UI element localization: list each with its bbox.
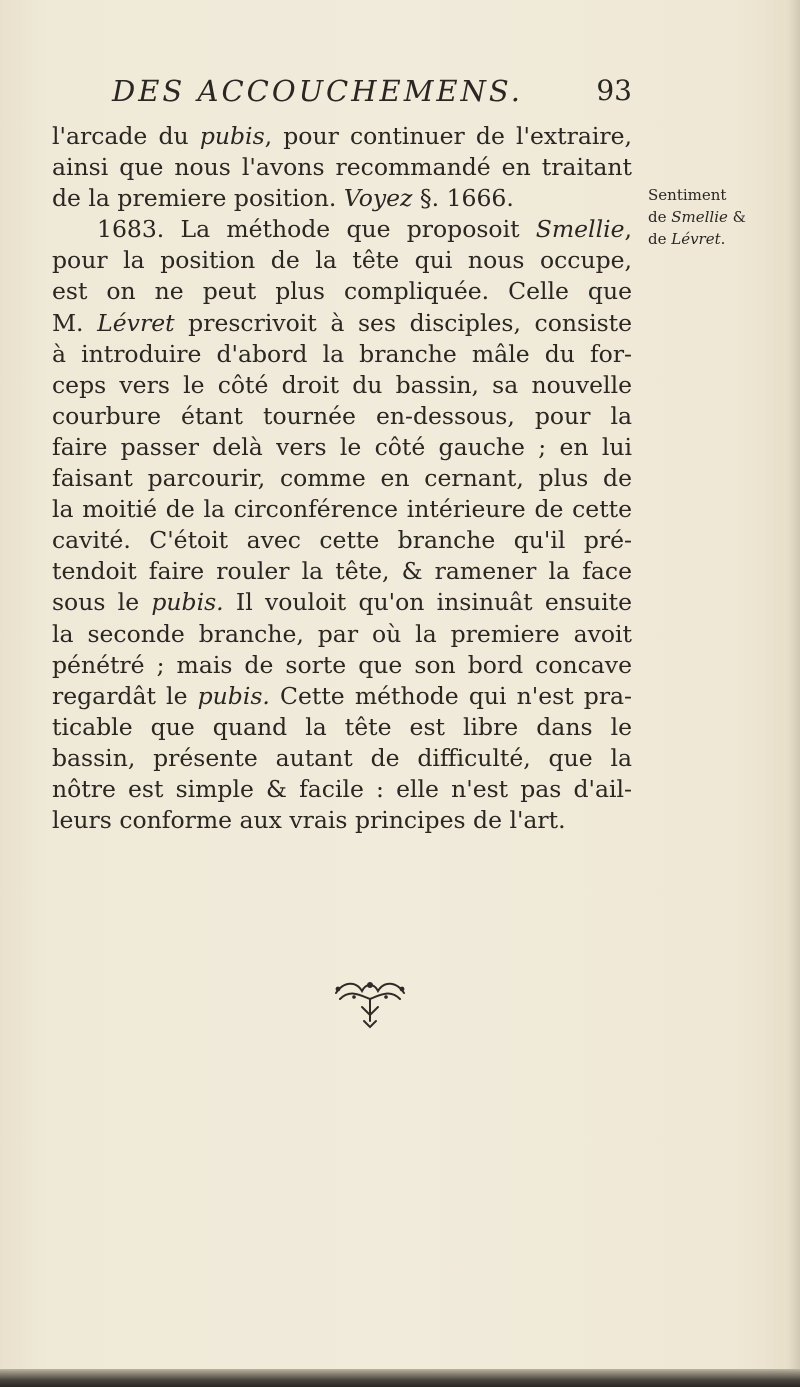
margin-note-text: & bbox=[727, 208, 747, 226]
italic-term: Smellie bbox=[535, 215, 625, 244]
text-run: M. bbox=[52, 308, 98, 337]
text-run: prescrivoit à ses disciples, consiste bbox=[174, 308, 632, 337]
text-line bbox=[52, 743, 632, 774]
page-edge-shadow bbox=[788, 0, 800, 1387]
text-line bbox=[52, 556, 632, 587]
fleuron-ornament-icon bbox=[330, 975, 410, 1029]
page-header bbox=[112, 74, 632, 118]
text-run: pour la position de la tête qui nous occupe, bbox=[52, 246, 632, 275]
text-line bbox=[52, 276, 632, 307]
text-run: la moitié de la circonférence intérieure de cette bbox=[52, 495, 632, 524]
text-run: 1683. La méthode que proposoit bbox=[97, 215, 536, 244]
text-line bbox=[52, 339, 632, 370]
text-run: nôtre est simple & facile : elle n'est pas d'ail- bbox=[52, 774, 632, 803]
text-run: §. 1666. bbox=[412, 184, 514, 213]
text-run: Il vouloit qu'on insinuât ensuite bbox=[223, 588, 632, 617]
margin-note-text: de bbox=[648, 230, 672, 248]
page-bottom-edge bbox=[0, 1369, 800, 1387]
margin-note-text: . bbox=[720, 230, 726, 248]
text-line bbox=[52, 463, 632, 494]
text-line bbox=[52, 308, 632, 339]
running-title: DES ACCOUCHEMENS. bbox=[112, 74, 523, 108]
text-line bbox=[52, 712, 632, 743]
text-line bbox=[52, 432, 632, 463]
text-line bbox=[52, 401, 632, 432]
text-line bbox=[52, 587, 632, 618]
text-run: , pour continuer de l'extraire, bbox=[264, 122, 632, 150]
margin-note-text: de bbox=[648, 208, 672, 226]
page-number: 93 bbox=[596, 74, 632, 107]
margin-note-line: Sentiment bbox=[648, 186, 727, 204]
text-run: leurs conforme aux vrais principes de l'art. bbox=[52, 806, 566, 835]
italic-term: Lévret bbox=[97, 308, 175, 337]
text-run: courbure étant tournée en-dessous, pour la bbox=[52, 401, 632, 430]
text-run: ainsi que nous l'avons recommandé en traitant bbox=[52, 153, 632, 182]
margin-note-name: Smellie bbox=[671, 208, 728, 226]
text-run: Cette méthode qui n'est pra- bbox=[269, 681, 632, 710]
margin-note-line bbox=[648, 206, 796, 228]
text-line bbox=[52, 245, 632, 276]
text-run: est on ne peut plus compliquée. Celle que bbox=[52, 277, 632, 306]
italic-term: pubis. bbox=[151, 588, 224, 617]
text-line bbox=[52, 650, 632, 681]
text-line bbox=[52, 681, 632, 712]
margin-note-line bbox=[648, 228, 796, 250]
italic-term: pubis bbox=[199, 122, 265, 150]
margin-note-name: Lévret bbox=[671, 230, 721, 248]
text-line bbox=[52, 619, 632, 650]
text-line bbox=[52, 525, 632, 556]
text-run: sous le bbox=[52, 588, 152, 617]
text-line bbox=[52, 121, 632, 152]
text-run: ceps vers le côté droit du bassin, sa nouvelle bbox=[52, 370, 632, 399]
text-run: regardât le bbox=[52, 681, 198, 710]
body-text bbox=[52, 121, 632, 836]
text-line bbox=[52, 370, 632, 401]
text-run: à introduire d'abord la branche mâle du for- bbox=[52, 339, 632, 368]
text-run: faire passer delà vers le côté gauche ; en lui bbox=[52, 432, 632, 461]
text-line bbox=[52, 805, 632, 836]
text-run: l'arcade du bbox=[52, 122, 200, 150]
text-run: tendoit faire rouler la tête, & ramener la face bbox=[52, 557, 632, 586]
text-run: cavité. C'étoit avec cette branche qu'il pré- bbox=[52, 526, 632, 555]
text-line bbox=[52, 152, 632, 183]
text-run: faisant parcourir, comme en cernant, plus de bbox=[52, 464, 632, 493]
text-line bbox=[52, 774, 632, 805]
text-run: ticable que quand la tête est libre dans le bbox=[52, 712, 632, 741]
text-run: de la premiere position. bbox=[52, 184, 344, 213]
text-line bbox=[52, 183, 632, 214]
text-run: pénétré ; mais de sorte que son bord concave bbox=[52, 650, 632, 679]
text-run: bassin, présente autant de difficulté, que la bbox=[52, 743, 632, 772]
italic-term: Voyez bbox=[343, 184, 413, 213]
italic-term: pubis. bbox=[197, 681, 270, 710]
text-run: , bbox=[624, 215, 632, 244]
text-line bbox=[52, 214, 632, 245]
text-run: la seconde branche, par où la premiere avoit bbox=[52, 619, 632, 648]
margin-note bbox=[648, 184, 796, 250]
text-line bbox=[52, 494, 632, 525]
